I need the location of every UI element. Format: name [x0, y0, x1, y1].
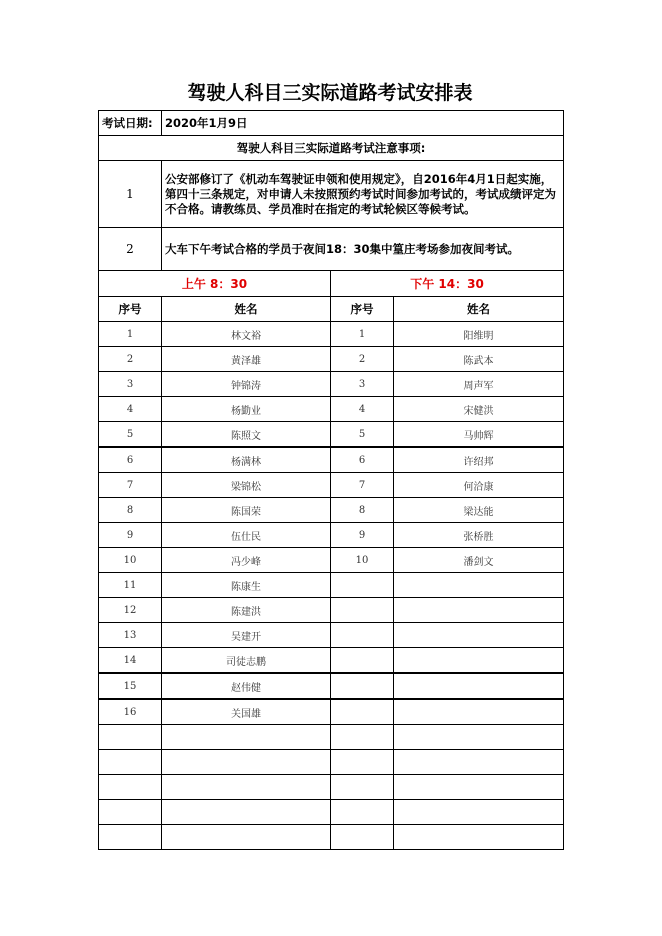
afternoon-number-cell: [331, 800, 394, 825]
morning-number-cell: 16: [99, 699, 162, 725]
morning-number-cell: 15: [99, 673, 162, 699]
morning-number-cell: 10: [99, 548, 162, 573]
morning-name-cell: 钟锦涛: [162, 372, 331, 397]
header-name: 姓名: [162, 297, 331, 322]
afternoon-name-cell: 陈武本: [394, 347, 564, 372]
table-row: [99, 725, 564, 750]
afternoon-number-cell: [331, 825, 394, 850]
note-text: 公安部修订了《机动车驾驶证申领和使用规定》，自2016年4月1日起实施，第四十三条规定，对申请人未按照预约考试时间参加考试的，考试成绩评定为不合格。请教练员、学员准时在指定的考试轮候区等候考试。: [162, 161, 564, 228]
afternoon-number-cell: 2: [331, 347, 394, 372]
table-row: [99, 825, 564, 850]
morning-name-cell: [162, 750, 331, 775]
table-row: [99, 648, 564, 674]
table-row: [99, 447, 564, 473]
morning-name-cell: 陈照文: [162, 422, 331, 448]
morning-number-cell: [99, 800, 162, 825]
note-text: 大车下午考试合格的学员于夜间18：30集中篁庄考场参加夜间考试。: [162, 228, 564, 271]
table-row: [99, 699, 564, 725]
morning-number-cell: [99, 775, 162, 800]
morning-number-cell: 7: [99, 473, 162, 498]
afternoon-number-cell: 8: [331, 498, 394, 523]
afternoon-name-cell: 张桥胜: [394, 523, 564, 548]
morning-name-cell: 司徒志鹏: [162, 648, 331, 674]
table-row: [99, 800, 564, 825]
afternoon-name-cell: [394, 825, 564, 850]
afternoon-session-label: 下午 14：30: [331, 271, 564, 297]
afternoon-number-cell: [331, 573, 394, 598]
schedule-table: [98, 110, 564, 850]
header-no: 序号: [99, 297, 162, 322]
afternoon-number-cell: 6: [331, 447, 394, 473]
table-row: [99, 397, 564, 422]
morning-name-cell: 陈建洪: [162, 598, 331, 623]
morning-number-cell: 4: [99, 397, 162, 422]
afternoon-name-cell: [394, 648, 564, 674]
note-number: 1: [99, 161, 162, 228]
morning-name-cell: 杨勤业: [162, 397, 331, 422]
morning-name-cell: [162, 725, 331, 750]
afternoon-name-cell: [394, 699, 564, 725]
table-row: [99, 523, 564, 548]
afternoon-name-cell: [394, 673, 564, 699]
morning-number-cell: 2: [99, 347, 162, 372]
notes-header: 驾驶人科目三实际道路考试注意事项:: [99, 136, 564, 161]
afternoon-number-cell: 4: [331, 397, 394, 422]
afternoon-name-cell: 梁达能: [394, 498, 564, 523]
morning-number-cell: [99, 725, 162, 750]
header-name: 姓名: [394, 297, 564, 322]
afternoon-number-cell: 7: [331, 473, 394, 498]
afternoon-number-cell: [331, 623, 394, 648]
afternoon-number-cell: 5: [331, 422, 394, 448]
morning-name-cell: 吴建开: [162, 623, 331, 648]
morning-name-cell: 关国雄: [162, 699, 331, 725]
table-row: [99, 673, 564, 699]
afternoon-number-cell: 1: [331, 322, 394, 347]
afternoon-number-cell: 10: [331, 548, 394, 573]
morning-number-cell: 13: [99, 623, 162, 648]
note-number: 2: [99, 228, 162, 271]
morning-name-cell: [162, 775, 331, 800]
table-row: [99, 347, 564, 372]
date-row: [99, 111, 564, 136]
afternoon-name-cell: 阳维明: [394, 322, 564, 347]
morning-number-cell: 5: [99, 422, 162, 448]
morning-name-cell: 陈国荣: [162, 498, 331, 523]
afternoon-name-cell: 何洽康: [394, 473, 564, 498]
morning-name-cell: 黄泽雄: [162, 347, 331, 372]
table-row: [99, 372, 564, 397]
afternoon-number-cell: [331, 598, 394, 623]
afternoon-name-cell: [394, 775, 564, 800]
table-row: [99, 548, 564, 573]
table-row: [99, 422, 564, 448]
afternoon-name-cell: 宋健洪: [394, 397, 564, 422]
morning-name-cell: 赵伟健: [162, 673, 331, 699]
morning-number-cell: 14: [99, 648, 162, 674]
morning-name-cell: 伍仕民: [162, 523, 331, 548]
table-row: [99, 775, 564, 800]
header-no: 序号: [331, 297, 394, 322]
morning-name-cell: [162, 825, 331, 850]
morning-name-cell: 杨满林: [162, 447, 331, 473]
morning-name-cell: 陈康生: [162, 573, 331, 598]
morning-number-cell: 6: [99, 447, 162, 473]
afternoon-name-cell: [394, 750, 564, 775]
afternoon-name-cell: [394, 598, 564, 623]
afternoon-name-cell: [394, 800, 564, 825]
morning-name-cell: 林文裕: [162, 322, 331, 347]
afternoon-number-cell: [331, 699, 394, 725]
date-label: 考试日期:: [99, 111, 162, 136]
table-row: [99, 750, 564, 775]
morning-number-cell: 9: [99, 523, 162, 548]
table-row: [99, 598, 564, 623]
afternoon-name-cell: 许绍邦: [394, 447, 564, 473]
table-row: [99, 498, 564, 523]
afternoon-number-cell: [331, 750, 394, 775]
morning-number-cell: 12: [99, 598, 162, 623]
afternoon-number-cell: 3: [331, 372, 394, 397]
morning-number-cell: [99, 750, 162, 775]
morning-name-cell: [162, 800, 331, 825]
table-row: [99, 322, 564, 347]
morning-number-cell: 3: [99, 372, 162, 397]
morning-name-cell: 冯少峰: [162, 548, 331, 573]
afternoon-number-cell: [331, 725, 394, 750]
afternoon-name-cell: [394, 623, 564, 648]
morning-number-cell: [99, 825, 162, 850]
afternoon-name-cell: 马帅辉: [394, 422, 564, 448]
afternoon-number-cell: [331, 648, 394, 674]
date-value: 2020年1月9日: [162, 111, 564, 136]
afternoon-name-cell: 潘剑文: [394, 548, 564, 573]
morning-number-cell: 8: [99, 498, 162, 523]
afternoon-number-cell: 9: [331, 523, 394, 548]
afternoon-number-cell: [331, 673, 394, 699]
morning-number-cell: 1: [99, 322, 162, 347]
afternoon-name-cell: [394, 573, 564, 598]
table-row: [99, 623, 564, 648]
page-title: 驾驶人科目三实际道路考试安排表: [187, 82, 473, 104]
table-row: [99, 473, 564, 498]
afternoon-number-cell: [331, 775, 394, 800]
afternoon-name-cell: [394, 725, 564, 750]
morning-session-label: 上午 8：30: [99, 271, 331, 297]
table-row: [99, 573, 564, 598]
morning-number-cell: 11: [99, 573, 162, 598]
morning-name-cell: 梁锦松: [162, 473, 331, 498]
afternoon-name-cell: 周声军: [394, 372, 564, 397]
